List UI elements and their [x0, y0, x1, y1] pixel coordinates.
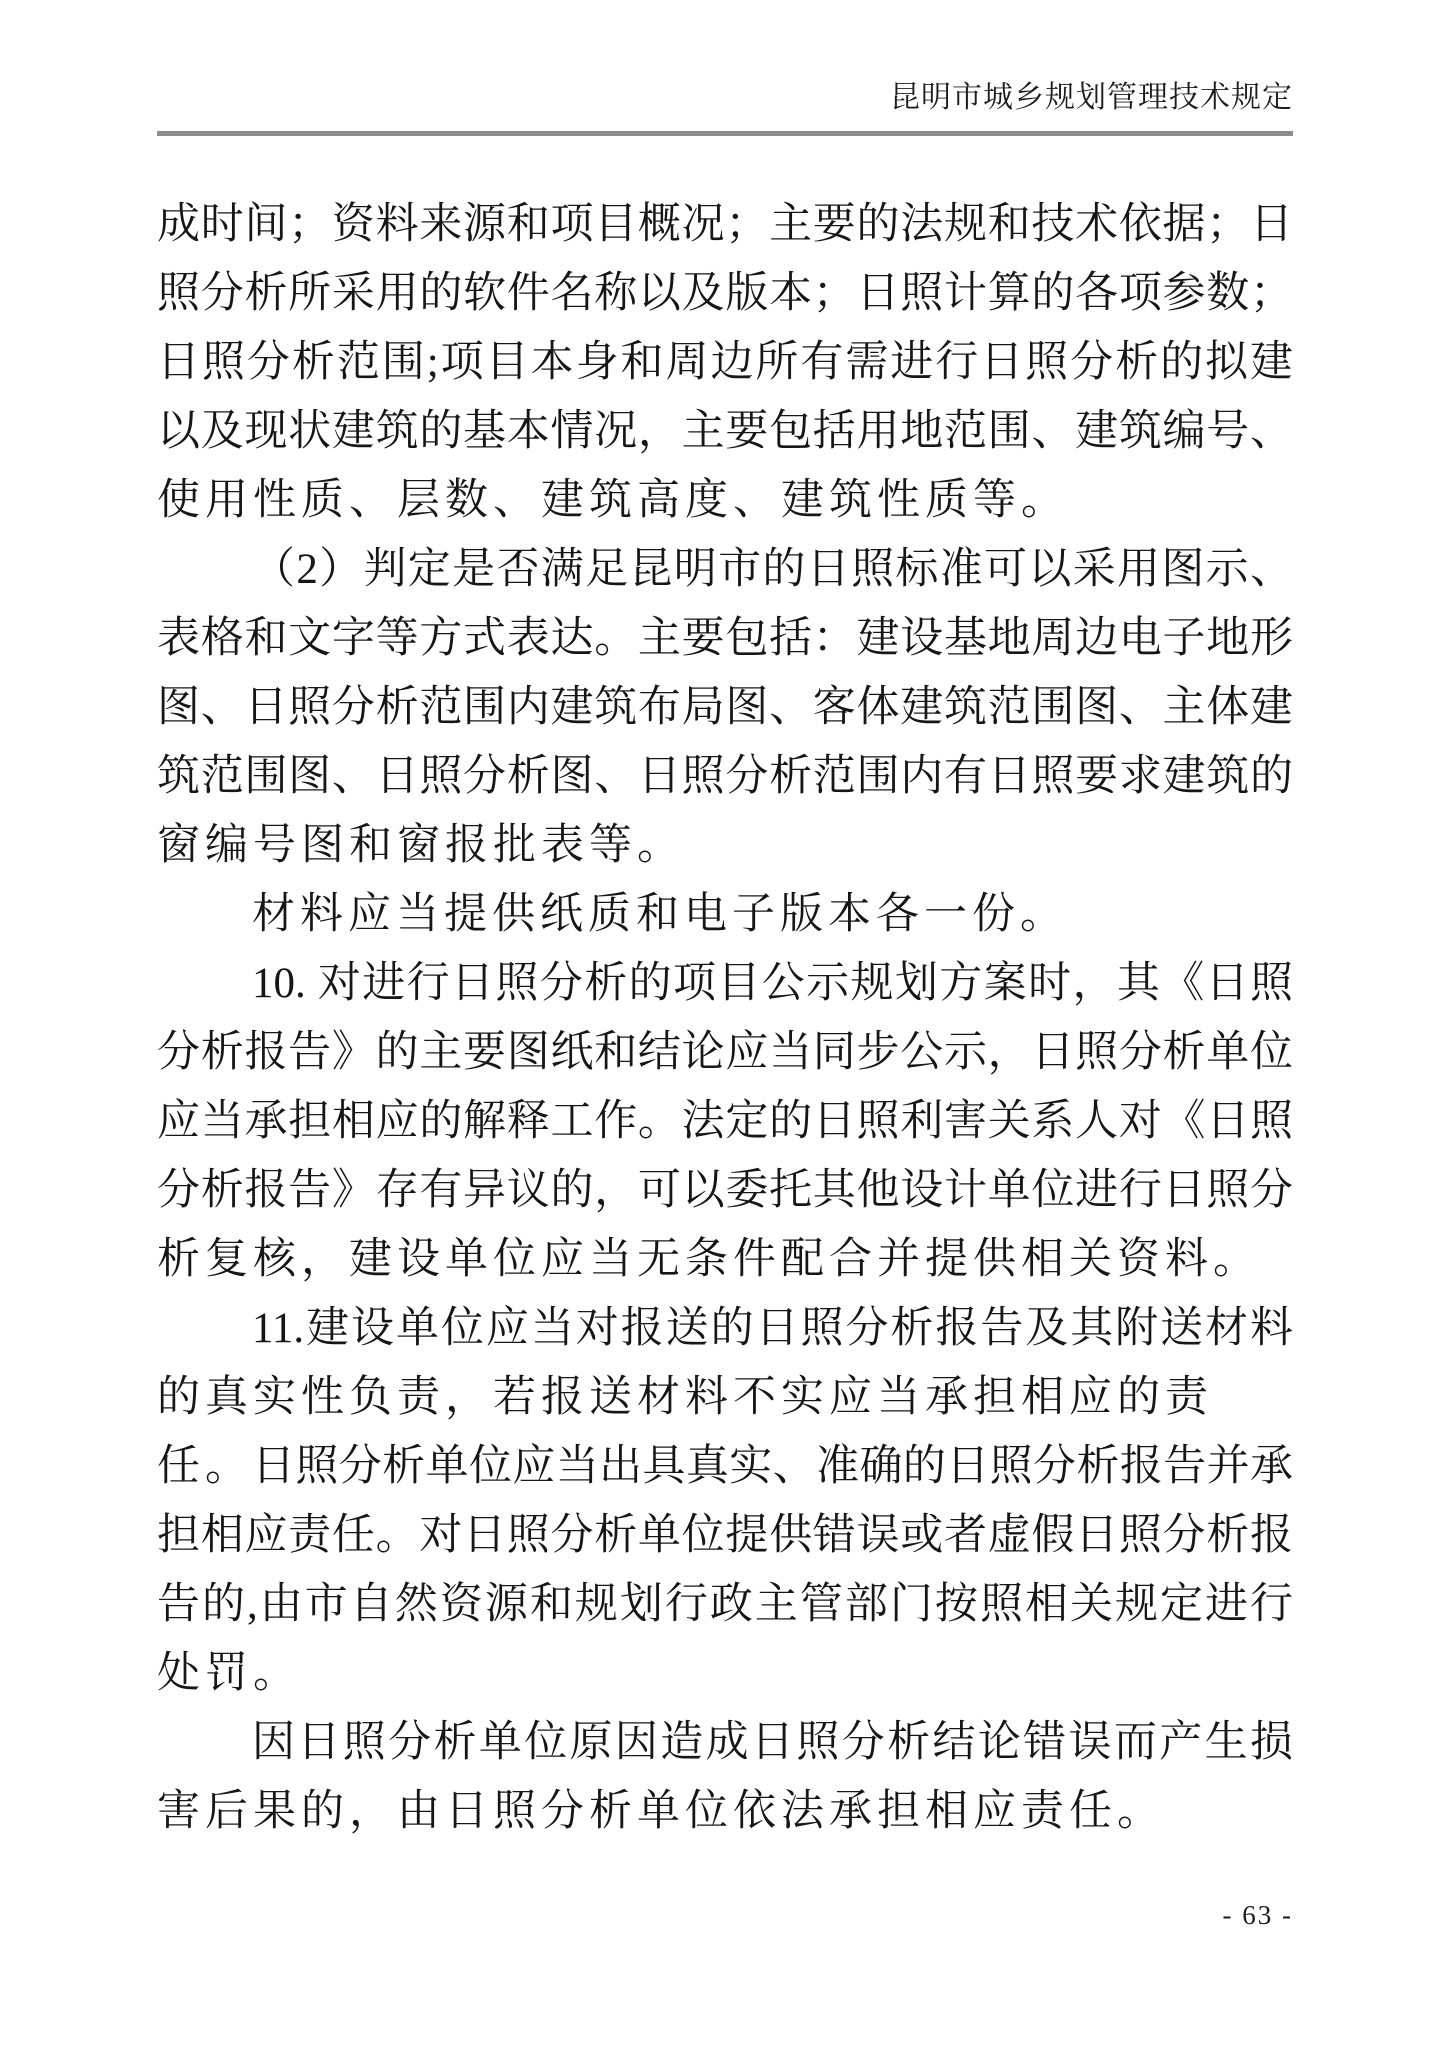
text-line: 析复核，建设单位应当无条件配合并提供相关资料。 — [157, 1236, 1261, 1283]
text-line: 分析报告》存有异议的，可以委托其他设计单位进行日照分 — [157, 1167, 1293, 1214]
text-line: 告的,由市自然资源和规划行政主管部门按照相关规定进行 — [157, 1581, 1293, 1628]
text-line: 以及现状建筑的基本情况，主要包括用地范围、建筑编号、 — [157, 408, 1293, 455]
text-line: 使用性质、层数、建筑高度、建筑性质等。 — [157, 477, 1069, 524]
text-line: 窗编号图和窗报批表等。 — [157, 822, 685, 869]
text-line: 11.建设单位应当对报送的日照分析报告及其附送材料 — [252, 1305, 1293, 1352]
page-number: - 63 - — [1222, 1900, 1293, 1930]
document-body — [157, 190, 1293, 1846]
text-line: 分析报告》的主要图纸和结论应当同步公示，日照分析单位 — [157, 1029, 1293, 1076]
text-line: 10. 对进行日照分析的项目公示规划方案时，其《日照 — [252, 960, 1293, 1007]
text-line: 因日照分析单位原因造成日照分析结论错误而产生损 — [252, 1719, 1293, 1766]
header-title: 昆明市城乡规划管理技术规定 — [890, 81, 1293, 114]
text-line: 处罚。 — [157, 1650, 301, 1697]
text-line: 照分析所采用的软件名称以及版本；日照计算的各项参数； — [157, 270, 1293, 317]
text-line: 图、日照分析范围内建筑布局图、客体建筑范围图、主体建 — [157, 684, 1293, 731]
text-line: 害后果的，由日照分析单位依法承担相应责任。 — [157, 1788, 1165, 1835]
text-line: 应当承担相应的解释工作。法定的日照利害关系人对《日照 — [157, 1098, 1293, 1145]
text-line: 筑范围图、日照分析图、日照分析范围内有日照要求建筑的 — [157, 753, 1293, 800]
text-line: 的真实性负责，若报送材料不实应当承担相应的责任。 — [157, 1374, 1213, 1490]
text-line: 材料应当提供纸质和电子版本各一份。 — [252, 891, 1068, 938]
text-line: 日照分析范围;项目本身和周边所有需进行日照分析的拟建 — [157, 339, 1293, 386]
text-line: 日照分析单位应当出具真实、准确的日照分析报告并承 — [252, 1443, 1293, 1490]
text-line: 成时间；资料来源和项目概况；主要的法规和技术依据；日 — [157, 201, 1293, 248]
text-line: （2）判定是否满足昆明市的日照标准可以采用图示、 — [252, 546, 1293, 593]
text-line: 担相应责任。对日照分析单位提供错误或者虚假日照分析报 — [157, 1512, 1293, 1559]
text-line: 表格和文字等方式表达。主要包括：建设基地周边电子地形 — [157, 615, 1293, 662]
header-rule — [157, 131, 1293, 136]
